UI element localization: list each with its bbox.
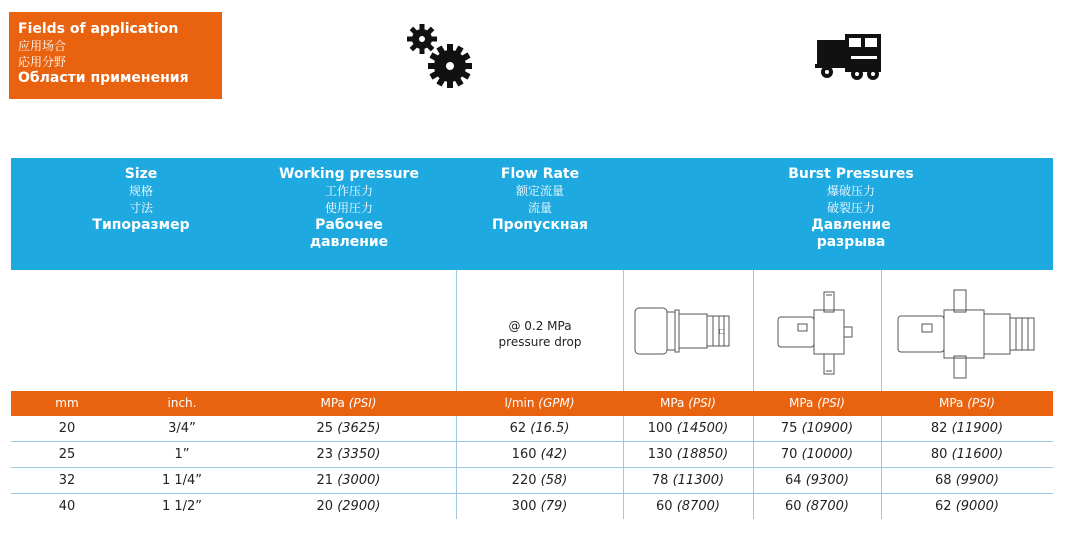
- unit-b2-main: MPa: [789, 396, 814, 410]
- header-flow-en: Flow Rate: [500, 166, 580, 182]
- cell-burst-1: [623, 416, 753, 441]
- header-size: [41, 166, 241, 234]
- cell-b2: 70: [780, 447, 798, 462]
- cell-mm: 20: [58, 421, 76, 436]
- units-row: [11, 391, 1053, 416]
- cell-b2-psi: (10900): [801, 421, 854, 436]
- unit-burst-3: [881, 391, 1053, 416]
- cell-flow-gpm: (58): [540, 473, 568, 488]
- header-working-pressure: [249, 166, 449, 251]
- cell-flow-val: 300: [511, 499, 537, 514]
- cell-b3-psi: (9900): [955, 473, 999, 488]
- column-divider: [753, 416, 754, 519]
- cell-b3: 80: [930, 447, 948, 462]
- cell-wp-psi: (3625): [337, 421, 381, 436]
- cell-burst-3: [881, 442, 1053, 467]
- coupling-half-drawing: [633, 303, 733, 359]
- divider: [881, 270, 882, 391]
- header-size-cn2: 寸法: [128, 201, 153, 215]
- cell-b1-psi: (18850): [676, 447, 729, 462]
- unit-flow-main: l/min: [504, 396, 535, 410]
- cell-b2: 60: [785, 499, 802, 514]
- cell-mm: 32: [58, 473, 76, 488]
- cell-b2: 75: [780, 421, 798, 436]
- cell-inch: 1”: [174, 447, 190, 462]
- truck-icon: [815, 30, 885, 82]
- table-row: [11, 442, 1053, 467]
- unit-b3-main: MPa: [939, 396, 964, 410]
- divider: [753, 270, 754, 391]
- cell-b3: 68: [935, 473, 952, 488]
- fields-title-cn2: 応用分野: [18, 55, 67, 69]
- cell-b3-psi: (11600): [951, 447, 1004, 462]
- cell-wp-psi: (3000): [337, 473, 381, 488]
- column-divider: [881, 416, 882, 519]
- header-flow-ru: Пропускная: [491, 217, 589, 233]
- cell-flow: [456, 416, 623, 441]
- divider: [623, 270, 624, 391]
- table-row: [11, 468, 1053, 493]
- cell-working-pressure: [241, 442, 456, 467]
- cell-burst-1: [623, 494, 753, 519]
- cell-burst-1: [623, 468, 753, 493]
- unit-working-pressure: [241, 391, 456, 416]
- unit-mm: mm: [55, 396, 79, 410]
- cell-wp: 21: [316, 473, 334, 488]
- header-wp-ru2: давление: [309, 234, 389, 250]
- cell-b1-psi: (14500): [676, 421, 729, 436]
- cell-working-pressure: [241, 468, 456, 493]
- cell-inch: 1 1/4”: [161, 473, 203, 488]
- unit-b1-main: MPa: [660, 396, 685, 410]
- cell-b2-psi: (8700): [805, 499, 849, 514]
- table-row: [11, 494, 1053, 519]
- header-wp-cn2: 使用圧力: [324, 201, 373, 215]
- cell-b1-psi: (11300): [672, 473, 725, 488]
- cell-b3-psi: (9000): [955, 499, 999, 514]
- cell-wp: 20: [316, 499, 334, 514]
- header-size-en: Size: [124, 166, 158, 182]
- unit-flow: [456, 391, 623, 416]
- cell-burst-2: [753, 416, 881, 441]
- cell-flow: [456, 468, 623, 493]
- header-burst-en: Burst Pressures: [788, 166, 914, 182]
- cell-b3: 82: [930, 421, 948, 436]
- pressure-drop-line1: @ 0.2 MPa: [508, 319, 572, 333]
- table-header: [11, 158, 1053, 270]
- header-burst-pressures: [751, 166, 951, 251]
- header-flow-rate: [456, 166, 624, 234]
- unit-flow-gpm: (GPM): [538, 396, 575, 410]
- header-burst-cn1: 爆破压力: [826, 184, 875, 198]
- cell-burst-3: [881, 416, 1053, 441]
- column-divider: [456, 416, 457, 519]
- unit-wp-psi: (PSI): [348, 396, 377, 410]
- cell-b1: 130: [647, 447, 673, 462]
- coupling-full-drawing: [896, 288, 1038, 380]
- unit-b3-psi: (PSI): [967, 396, 995, 410]
- header-wp-ru1: Рабочее: [315, 217, 383, 233]
- coupling-pair-drawing: [776, 290, 856, 376]
- cell-burst-2: [753, 468, 881, 493]
- table-row: [11, 416, 1053, 441]
- cell-wp-psi: (2900): [337, 499, 381, 514]
- cell-mm: 25: [58, 447, 76, 462]
- pressure-drop-note: [457, 318, 623, 350]
- header-wp-en: Working pressure: [279, 166, 419, 182]
- cell-mm: 40: [58, 499, 76, 514]
- fields-title-en: Fields of application: [18, 21, 179, 37]
- header-wp-cn1: 工作压力: [324, 184, 373, 198]
- cell-flow-gpm: (16.5): [530, 421, 570, 436]
- cell-burst-3: [881, 494, 1053, 519]
- fields-of-application-box: [9, 12, 222, 99]
- cell-flow-val: 62: [509, 421, 527, 436]
- column-divider: [623, 416, 624, 519]
- header-size-cn1: 规格: [128, 184, 153, 198]
- header-size-ru: Типоразмер: [92, 217, 190, 233]
- header-flow-cn2: 流量: [527, 201, 552, 215]
- cell-flow-gpm: (42): [540, 447, 568, 462]
- fields-title-cn1: 应用场合: [18, 39, 67, 53]
- fields-title-ru: Области применения: [18, 70, 189, 86]
- cell-inch: 1 1/2”: [161, 499, 203, 514]
- cell-working-pressure: [241, 416, 456, 441]
- cell-b2-psi: (10000): [801, 447, 854, 462]
- unit-burst-1: [623, 391, 753, 416]
- cell-flow-val: 160: [511, 447, 537, 462]
- cell-burst-2: [753, 494, 881, 519]
- cell-b1: 100: [647, 421, 673, 436]
- cell-flow-gpm: (79): [540, 499, 568, 514]
- cell-working-pressure: [241, 494, 456, 519]
- cell-burst-3: [881, 468, 1053, 493]
- cell-b2: 64: [785, 473, 802, 488]
- unit-wp-main: MPa: [320, 396, 345, 410]
- cell-flow: [456, 494, 623, 519]
- cell-inch: 3/4”: [168, 421, 196, 436]
- cell-b2-psi: (9300): [805, 473, 849, 488]
- unit-burst-2: [753, 391, 881, 416]
- header-flow-cn1: 额定流量: [515, 184, 564, 198]
- unit-inch: inch.: [167, 396, 197, 410]
- cell-b3: 62: [935, 499, 952, 514]
- cell-flow: [456, 442, 623, 467]
- cell-b1-psi: (8700): [676, 499, 720, 514]
- header-burst-ru2: разрыва: [816, 234, 886, 250]
- unit-b1-psi: (PSI): [688, 396, 716, 410]
- cell-wp: 25: [316, 421, 334, 436]
- cell-wp: 23: [316, 447, 334, 462]
- cell-flow-val: 220: [511, 473, 537, 488]
- gears-icon: [405, 22, 477, 88]
- cell-b1: 60: [656, 499, 673, 514]
- cell-b1: 78: [651, 473, 669, 488]
- cell-b3-psi: (11900): [951, 421, 1004, 436]
- unit-b2-psi: (PSI): [817, 396, 845, 410]
- header-burst-cn2: 破裂压力: [826, 201, 875, 215]
- cell-wp-psi: (3350): [337, 447, 381, 462]
- cell-burst-1: [623, 442, 753, 467]
- pressure-drop-line2: pressure drop: [498, 335, 582, 349]
- svg-text:☐: ☐: [719, 328, 726, 336]
- cell-burst-2: [753, 442, 881, 467]
- header-burst-ru1: Давление: [811, 217, 891, 233]
